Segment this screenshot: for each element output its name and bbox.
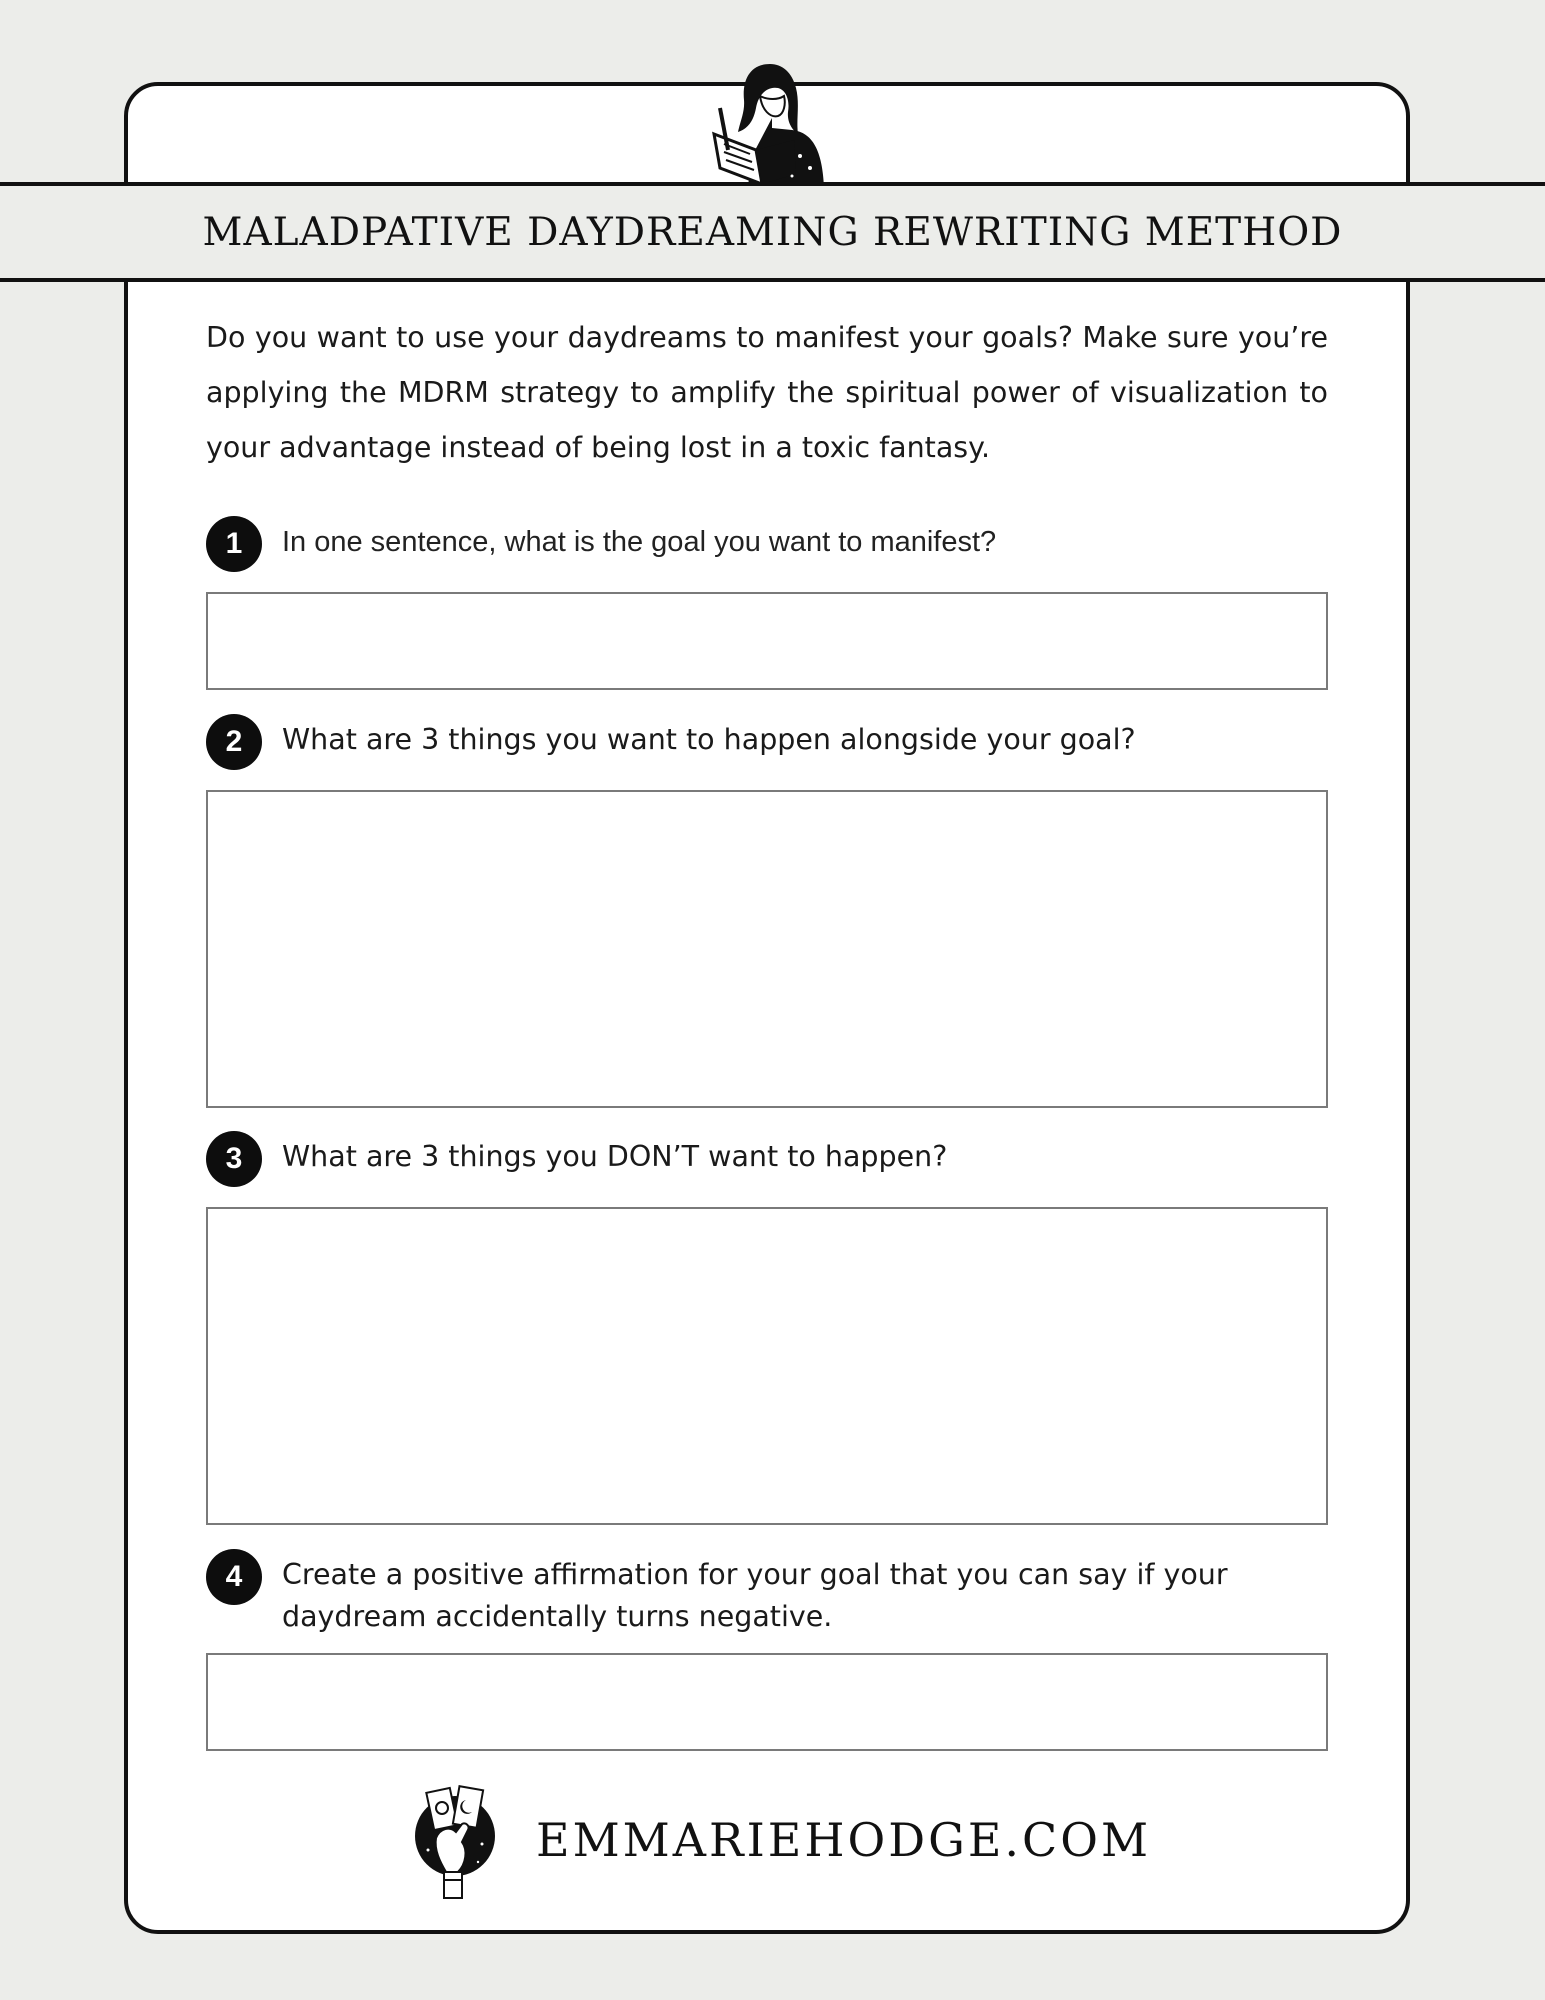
question-2 <box>206 714 1328 770</box>
question-text: Create a positive affirmation for your goal that you can say if your daydream accidentally turns negative. <box>282 1558 1228 1633</box>
question-number-badge: 4 <box>206 1549 262 1605</box>
website-link[interactable]: EMMARIEHODGE.COM <box>536 1813 1152 1867</box>
answer-box-1[interactable] <box>206 592 1328 690</box>
intro-paragraph: Do you want to use your daydreams to manifest your goals? Make sure you’re applying the MDRM strategy to amplify the spiritual power of visualization to your advantage instead of being lost in a toxic fantasy. <box>206 321 1328 464</box>
woman-reading-book-icon <box>700 56 840 186</box>
question-3 <box>206 1131 1328 1187</box>
question-number-badge: 2 <box>206 714 262 770</box>
footer-brand <box>412 1780 1151 1900</box>
question-text: What are 3 things you want to happen alongside your goal? <box>282 723 1136 756</box>
answer-box-4[interactable] <box>206 1653 1328 1751</box>
question-4 <box>206 1549 1328 1638</box>
answer-box-2[interactable] <box>206 790 1328 1108</box>
answer-box-3[interactable] <box>206 1207 1328 1525</box>
page-title: MALADPATIVE DAYDREAMING REWRITING METHOD <box>202 209 1343 255</box>
question-1 <box>206 516 1328 572</box>
question-number-badge: 1 <box>206 516 262 572</box>
question-text: In one sentence, what is the goal you want to manifest? <box>282 526 997 558</box>
question-number-badge: 3 <box>206 1131 262 1187</box>
question-text: What are 3 things you DON’T want to happen? <box>282 1140 948 1173</box>
tarot-hand-logo-icon <box>412 1780 498 1900</box>
title-banner <box>0 182 1545 282</box>
